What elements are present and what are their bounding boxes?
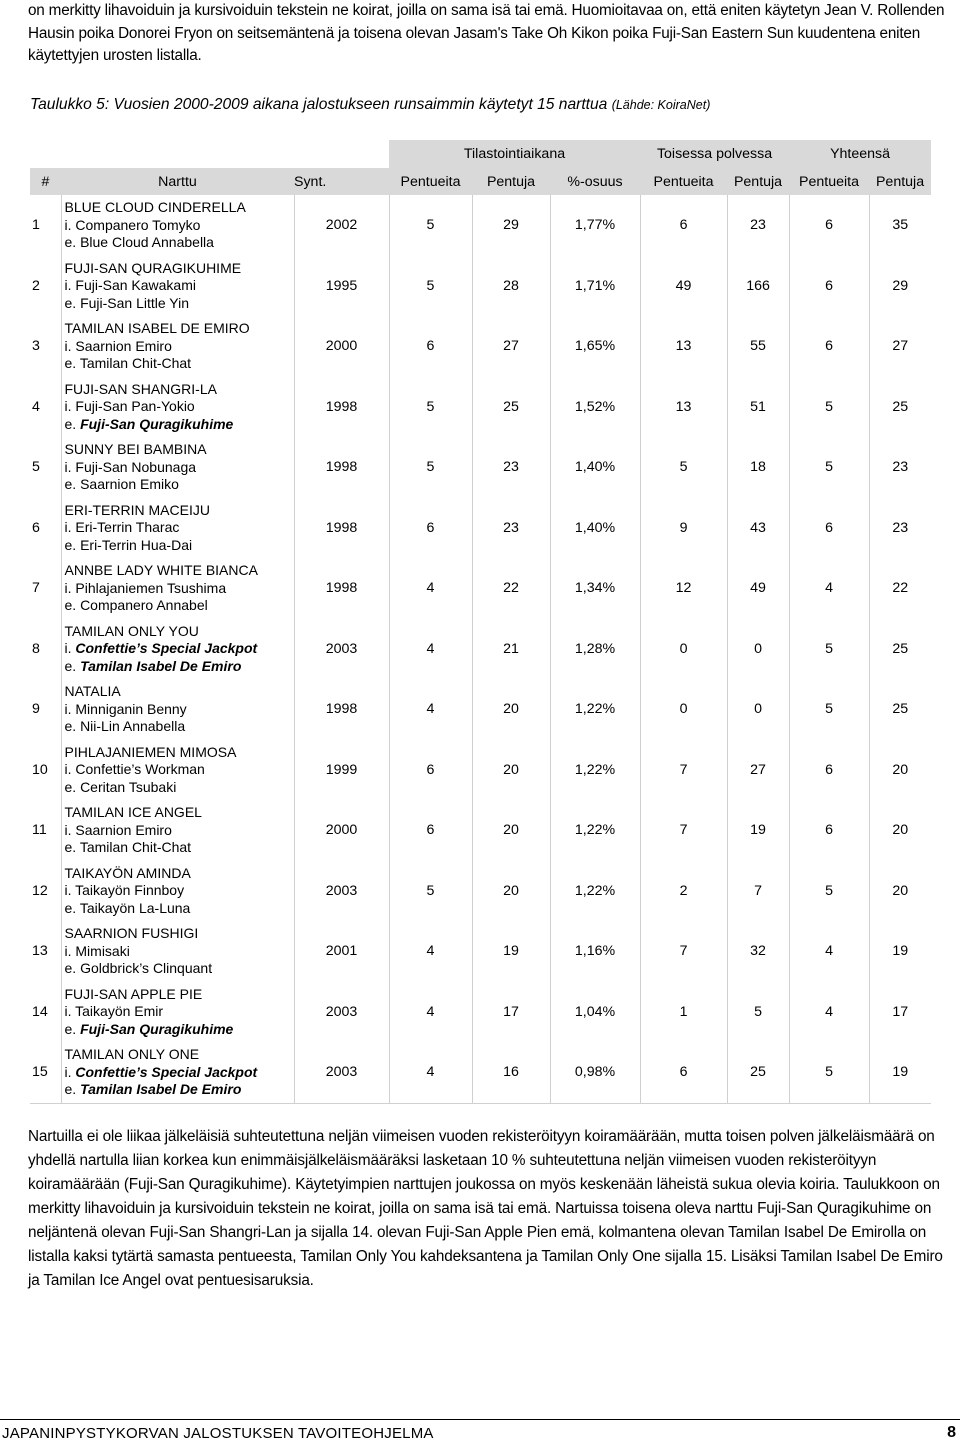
total-pups-cell: 20 xyxy=(892,761,909,778)
litters-cell: 5 xyxy=(389,377,472,438)
pups-cell: 20 xyxy=(472,679,550,740)
total-litters-cell: 5 xyxy=(789,619,869,680)
percent-cell: 1,40% xyxy=(550,498,640,559)
table-row xyxy=(30,377,931,438)
total-litters-cell: 6 xyxy=(789,740,869,801)
dog-cell xyxy=(61,1042,294,1103)
pups-cell: 21 xyxy=(472,619,550,680)
dam-name xyxy=(65,1081,294,1099)
litters-cell: 4 xyxy=(389,679,472,740)
sire-name xyxy=(65,1064,294,1082)
pups-cell: 16 xyxy=(472,1042,550,1103)
total-litters-cell: 5 xyxy=(789,1042,869,1103)
dog-cell xyxy=(61,377,294,438)
column-header-row xyxy=(30,168,931,195)
total-pups-cell: 22 xyxy=(892,580,909,597)
header-dog: Narttu xyxy=(61,168,294,195)
header-pups-total: Pentuja xyxy=(869,168,931,195)
intro-paragraph: on merkitty lihavoiduin ja kursivoiduin tekstein ne koirat, joilla on sama isä tai emä. Huomioitavaa on, että eniten käytetyn Jean V. Rollenden Hausin poika Donorei Fryon on seitsemäntenä ja toisena olevan Jasam's Take Oh Kikon poika Fuji-San Eastern Sun kuudentena eniten käytettyjen urosten listalla. xyxy=(28,2,945,64)
dam-name: e. Taikayön La-Luna xyxy=(64,899,191,916)
rank-cell: 3 xyxy=(30,316,61,377)
table-row xyxy=(30,256,931,317)
dam-name-prefix: e. xyxy=(64,1020,81,1037)
second-gen-pups-cell: 51 xyxy=(727,377,789,438)
dam-name-highlighted: Fuji-San Quragikuhime xyxy=(80,1020,234,1037)
total-pups-cell: 35 xyxy=(892,217,909,234)
dog-name: TAMILAN ISABEL DE EMIRO xyxy=(64,320,250,336)
header-pct: %-osuus xyxy=(550,168,640,195)
rank-cell: 6 xyxy=(30,498,61,559)
dog-name: TAMILAN ONLY YOU xyxy=(64,622,199,639)
sire-name: i. Taikayön Emir xyxy=(64,1003,164,1019)
birth-year-cell: 1998 xyxy=(294,437,389,498)
second-gen-pups-cell: 18 xyxy=(727,437,789,498)
percent-cell: 1,22% xyxy=(550,679,640,740)
percent-cell: 1,22% xyxy=(550,740,640,801)
second-gen-litters-cell: 5 xyxy=(640,437,727,498)
litters-cell: 5 xyxy=(389,861,472,922)
second-gen-litters-cell: 13 xyxy=(640,316,727,377)
rank-cell: 2 xyxy=(30,256,61,317)
total-litters-cell: 6 xyxy=(789,256,869,317)
second-gen-litters-cell: 2 xyxy=(640,861,727,922)
second-gen-pups-cell: 0 xyxy=(727,679,789,740)
rank-cell: 4 xyxy=(30,377,61,438)
sire-name: i. Saarnion Emiro xyxy=(64,821,172,838)
birth-year-cell: 2003 xyxy=(294,1042,389,1103)
total-litters-cell: 6 xyxy=(789,316,869,377)
rank-cell: 1 xyxy=(30,195,61,256)
dog-name: TAIKAYÖN AMINDA xyxy=(64,864,191,881)
header-litters-second: Pentueita xyxy=(640,168,727,195)
dog-name: BLUE CLOUD CINDERELLA xyxy=(64,199,246,215)
second-gen-litters-cell: 9 xyxy=(640,498,727,559)
dog-name: TAMILAN ICE ANGEL xyxy=(64,804,202,820)
dam-name: e. Saarnion Emiko xyxy=(64,476,179,492)
birth-year-cell: 2001 xyxy=(294,921,389,982)
sire-name: i. Companero Tomyko xyxy=(64,216,201,233)
sire-name: i. Fuji-San Nobunaga xyxy=(64,458,197,475)
dog-name: PIHLAJANIEMEN MIMOSA xyxy=(64,743,237,760)
litters-cell: 6 xyxy=(389,316,472,377)
second-gen-litters-cell: 7 xyxy=(640,800,727,861)
dog-name: FUJI-SAN SHANGRI-LA xyxy=(64,380,217,397)
second-gen-pups-cell: 166 xyxy=(727,256,789,317)
total-pups-cell: 19 xyxy=(892,943,909,960)
dog-cell xyxy=(61,740,294,801)
sire-name: i. Mimisaki xyxy=(64,942,130,959)
pups-cell: 19 xyxy=(472,921,550,982)
table-row xyxy=(30,800,931,861)
dam-name: e. Fuji-San Little Yin xyxy=(64,294,190,311)
second-gen-litters-cell: 0 xyxy=(640,619,727,680)
total-litters-cell: 5 xyxy=(789,861,869,922)
litters-cell: 4 xyxy=(389,1042,472,1103)
rank-cell: 14 xyxy=(30,982,61,1043)
pups-cell: 22 xyxy=(472,558,550,619)
second-gen-pups-cell: 25 xyxy=(727,1042,789,1103)
second-gen-litters-cell: 49 xyxy=(640,256,727,317)
rank-cell: 15 xyxy=(30,1042,61,1103)
percent-cell: 1,65% xyxy=(550,316,640,377)
pups-cell: 20 xyxy=(472,861,550,922)
dam-name: e. Eri-Terrin Hua-Dai xyxy=(64,536,193,553)
percent-cell: 1,40% xyxy=(550,437,640,498)
total-litters-cell: 5 xyxy=(789,679,869,740)
total-litters-cell: 4 xyxy=(789,921,869,982)
table-row xyxy=(30,195,931,256)
litters-cell: 4 xyxy=(389,558,472,619)
second-gen-litters-cell: 6 xyxy=(640,195,727,256)
dam-name: e. Blue Cloud Annabella xyxy=(64,234,214,250)
breeding-table xyxy=(30,140,931,1104)
table-body xyxy=(30,195,931,1103)
birth-year-cell: 1999 xyxy=(294,740,389,801)
group-header-row xyxy=(30,140,931,168)
birth-year-cell: 1998 xyxy=(294,558,389,619)
second-gen-litters-cell: 12 xyxy=(640,558,727,619)
caption-source: (Lähde: KoiraNet) xyxy=(611,98,711,112)
header-pups: Pentuja xyxy=(472,168,550,195)
birth-year-cell: 1998 xyxy=(294,498,389,559)
dam-name xyxy=(65,658,294,676)
total-litters-cell: 5 xyxy=(789,377,869,438)
percent-cell: 1,71% xyxy=(550,256,640,317)
dog-name: FUJI-SAN APPLE PIE xyxy=(64,985,203,1002)
header-born: Synt. xyxy=(294,168,389,195)
table-row xyxy=(30,921,931,982)
dog-cell xyxy=(61,679,294,740)
total-litters-cell: 6 xyxy=(789,195,869,256)
second-gen-pups-cell: 49 xyxy=(727,558,789,619)
dog-cell xyxy=(61,982,294,1043)
percent-cell: 1,22% xyxy=(550,800,640,861)
footer-divider xyxy=(0,1419,960,1420)
birth-year-cell: 2002 xyxy=(294,195,389,256)
second-gen-litters-cell: 7 xyxy=(640,740,727,801)
sire-name: i. Fuji-San Kawakami xyxy=(64,277,196,293)
litters-cell: 5 xyxy=(389,256,472,317)
litters-cell: 6 xyxy=(389,800,472,861)
dog-name: SUNNY BEI BAMBINA xyxy=(64,441,207,457)
birth-year-cell: 2000 xyxy=(294,800,389,861)
second-gen-pups-cell: 23 xyxy=(727,195,789,256)
total-pups-cell: 23 xyxy=(892,459,909,476)
birth-year-cell: 2003 xyxy=(294,982,389,1043)
header-litters: Pentueita xyxy=(389,168,472,195)
second-gen-litters-cell: 1 xyxy=(640,982,727,1043)
group-header-total: Yhteensä xyxy=(789,140,931,168)
litters-cell: 4 xyxy=(389,619,472,680)
total-pups-cell: 20 xyxy=(892,822,909,839)
dog-name: TAMILAN ONLY ONE xyxy=(64,1046,200,1062)
sire-name: i. Confettie’s Workman xyxy=(64,761,205,777)
sire-name: i. Saarnion Emiro xyxy=(64,337,172,354)
dog-cell xyxy=(61,256,294,317)
dam-name-highlighted: Tamilan Isabel De Emiro xyxy=(80,1081,242,1097)
dam-name-prefix: e. xyxy=(64,657,81,674)
pups-cell: 17 xyxy=(472,982,550,1043)
total-litters-cell: 4 xyxy=(789,558,869,619)
pups-cell: 25 xyxy=(472,377,550,438)
table-row xyxy=(30,1042,931,1103)
group-header-stats: Tilastointiaikana xyxy=(389,140,640,168)
table-row xyxy=(30,861,931,922)
litters-cell: 6 xyxy=(389,498,472,559)
second-gen-litters-cell: 0 xyxy=(640,679,727,740)
dog-name: FUJI-SAN QURAGIKUHIME xyxy=(64,259,242,276)
page-number: 8 xyxy=(947,1424,956,1441)
rank-cell: 11 xyxy=(30,800,61,861)
dog-cell xyxy=(61,861,294,922)
litters-cell: 5 xyxy=(389,437,472,498)
dog-cell xyxy=(61,437,294,498)
dam-name: e. Tamilan Chit-Chat xyxy=(64,839,192,855)
sire-name-prefix: i. xyxy=(64,1063,76,1080)
dam-name-highlighted: Tamilan Isabel De Emiro xyxy=(80,657,242,674)
total-litters-cell: 6 xyxy=(789,800,869,861)
birth-year-cell: 2000 xyxy=(294,316,389,377)
total-pups-cell: 19 xyxy=(869,1042,931,1103)
birth-year-cell: 1995 xyxy=(294,256,389,317)
total-pups-cell: 29 xyxy=(892,277,909,294)
dam-name-prefix: e. xyxy=(64,415,81,432)
pups-cell: 20 xyxy=(472,740,550,801)
dog-name: NATALIA xyxy=(64,683,121,699)
dam-name xyxy=(65,416,294,434)
table-row xyxy=(30,740,931,801)
pups-cell: 23 xyxy=(472,437,550,498)
header-litters-total: Pentueita xyxy=(789,168,869,195)
table-row xyxy=(30,679,931,740)
dog-cell xyxy=(61,498,294,559)
total-litters-cell: 6 xyxy=(789,498,869,559)
second-gen-pups-cell: 27 xyxy=(727,740,789,801)
sire-name: i. Taikayön Finnboy xyxy=(64,882,185,898)
table-caption xyxy=(30,96,710,114)
rank-cell: 10 xyxy=(30,740,61,801)
caption-main: Taulukko 5: Vuosien 2000-2009 aikana jalostukseen runsaimmin käytetyt 15 narttua xyxy=(30,96,608,113)
pups-cell: 20 xyxy=(472,800,550,861)
group-header-second-gen: Toisessa polvessa xyxy=(640,140,789,168)
outro-paragraph: Nartuilla ei ole liikaa jälkeläisiä suhteutettuna neljän viimeisen vuoden rekisteröityyn koiramäärään, mutta toisen polven jälkeläismäärä on yhdellä nartulla liian korkea kun enimmäisjälkeläismääräksi lasketaan 10 % suhteutettuna neljän viimeisen vuoden rekisteröityyn koiramäärään (Fuji-San Quragikuhime). Käytetyimpien narttujen joukossa on myös keskenään läheistä sukua olevia koiria. Taulukkoon on merkitty lihavoiduin ja kursivoiduin tekstein ne koirat, joilla on sama isä tai emä. Nartuissa toisena oleva narttu Fuji-San Quragikuhime on neljäntenä olevan Fuji-San Shangri-Lan ja sijalla 14. olevan Fuji-San Apple Pien emä, kolmantena olevan Tamilan Isabel De Emirolla on listalla kaksi tytärtä samasta pentueesta, Tamilan Only You kahdeksantena ja Tamilan Only One sijalla 15. Lisäksi Tamilan Isabel De Emiro ja Tamilan Ice Angel ovat pentuesisaruksia. xyxy=(28,1128,943,1289)
dog-cell xyxy=(61,558,294,619)
pups-cell: 28 xyxy=(472,256,550,317)
second-gen-pups-cell: 43 xyxy=(727,498,789,559)
pups-cell: 23 xyxy=(472,498,550,559)
dog-cell xyxy=(61,316,294,377)
table-row xyxy=(30,558,931,619)
second-gen-litters-cell: 13 xyxy=(640,377,727,438)
second-gen-pups-cell: 55 xyxy=(727,316,789,377)
sire-name xyxy=(65,640,294,658)
second-gen-pups-cell: 19 xyxy=(727,800,789,861)
rank-cell: 13 xyxy=(30,921,61,982)
birth-year-cell: 2003 xyxy=(294,861,389,922)
total-pups-cell: 20 xyxy=(892,882,909,899)
litters-cell: 5 xyxy=(389,195,472,256)
rank-cell: 9 xyxy=(30,679,61,740)
dog-cell xyxy=(61,619,294,680)
dam-name: e. Nii-Lin Annabella xyxy=(64,718,186,734)
second-gen-pups-cell: 0 xyxy=(727,619,789,680)
pups-cell: 29 xyxy=(472,195,550,256)
dog-cell xyxy=(61,921,294,982)
total-pups-cell: 25 xyxy=(892,640,909,657)
sire-name: i. Eri-Terrin Tharac xyxy=(64,519,180,535)
header-pups-second: Pentuja xyxy=(727,168,789,195)
percent-cell: 1,22% xyxy=(550,861,640,922)
table-row xyxy=(30,619,931,680)
sire-name: i. Fuji-San Pan-Yokio xyxy=(64,398,195,414)
second-gen-pups-cell: 7 xyxy=(727,861,789,922)
percent-cell: 1,16% xyxy=(550,921,640,982)
total-pups-cell: 25 xyxy=(892,701,909,718)
second-gen-litters-cell: 7 xyxy=(640,921,727,982)
percent-cell: 1,34% xyxy=(550,558,640,619)
percent-cell: 1,28% xyxy=(550,619,640,680)
litters-cell: 6 xyxy=(389,740,472,801)
percent-cell: 1,04% xyxy=(550,982,640,1043)
second-gen-pups-cell: 32 xyxy=(727,921,789,982)
second-gen-litters-cell: 6 xyxy=(640,1042,727,1103)
sire-name: i. Minniganin Benny xyxy=(64,700,187,717)
table-row xyxy=(30,498,931,559)
sire-name-highlighted: Confettie’s Special Jackpot xyxy=(75,1063,258,1080)
percent-cell: 0,98% xyxy=(550,1042,640,1103)
dam-name: e. Companero Annabel xyxy=(64,597,208,613)
table-row xyxy=(30,982,931,1043)
dam-name: e. Tamilan Chit-Chat xyxy=(64,355,192,371)
dam-name-highlighted: Fuji-San Quragikuhime xyxy=(80,415,234,432)
footer-title: JAPANINPYSTYKORVAN JALOSTUKSEN TAVOITEOHJELMA xyxy=(2,1425,434,1442)
dog-name: ERI-TERRIN MACEIJU xyxy=(64,501,210,518)
dog-cell xyxy=(61,800,294,861)
table-row xyxy=(30,437,931,498)
total-litters-cell: 4 xyxy=(789,982,869,1043)
percent-cell: 1,77% xyxy=(550,195,640,256)
sire-name: i. Pihlajaniemen Tsushima xyxy=(64,579,227,596)
rank-cell: 7 xyxy=(30,558,61,619)
percent-cell: 1,52% xyxy=(550,377,640,438)
birth-year-cell: 2003 xyxy=(294,619,389,680)
header-num: # xyxy=(30,168,61,195)
total-pups-cell: 17 xyxy=(892,1003,909,1020)
total-pups-cell: 25 xyxy=(892,398,909,415)
total-litters-cell: 5 xyxy=(789,437,869,498)
dog-cell xyxy=(61,195,294,256)
litters-cell: 4 xyxy=(389,982,472,1043)
rank-cell: 12 xyxy=(30,861,61,922)
total-pups-cell: 23 xyxy=(892,519,909,536)
table-row xyxy=(30,316,931,377)
rank-cell: 5 xyxy=(30,437,61,498)
dam-name xyxy=(65,1021,294,1039)
dam-name-prefix: e. xyxy=(64,1081,81,1097)
sire-name-prefix: i. xyxy=(64,640,76,656)
birth-year-cell: 1998 xyxy=(294,377,389,438)
second-gen-pups-cell: 5 xyxy=(727,982,789,1043)
total-pups-cell: 27 xyxy=(892,338,909,355)
dog-name: SAARNION FUSHIGI xyxy=(64,925,199,941)
pups-cell: 27 xyxy=(472,316,550,377)
sire-name-highlighted: Confettie’s Special Jackpot xyxy=(75,640,258,656)
dam-name: e. Ceritan Tsubaki xyxy=(64,778,177,795)
litters-cell: 4 xyxy=(389,921,472,982)
dog-name: ANNBE LADY WHITE BIANCA xyxy=(64,562,258,578)
rank-cell: 8 xyxy=(30,619,61,680)
birth-year-cell: 1998 xyxy=(294,679,389,740)
dam-name: e. Goldbrick’s Clinquant xyxy=(64,960,213,976)
